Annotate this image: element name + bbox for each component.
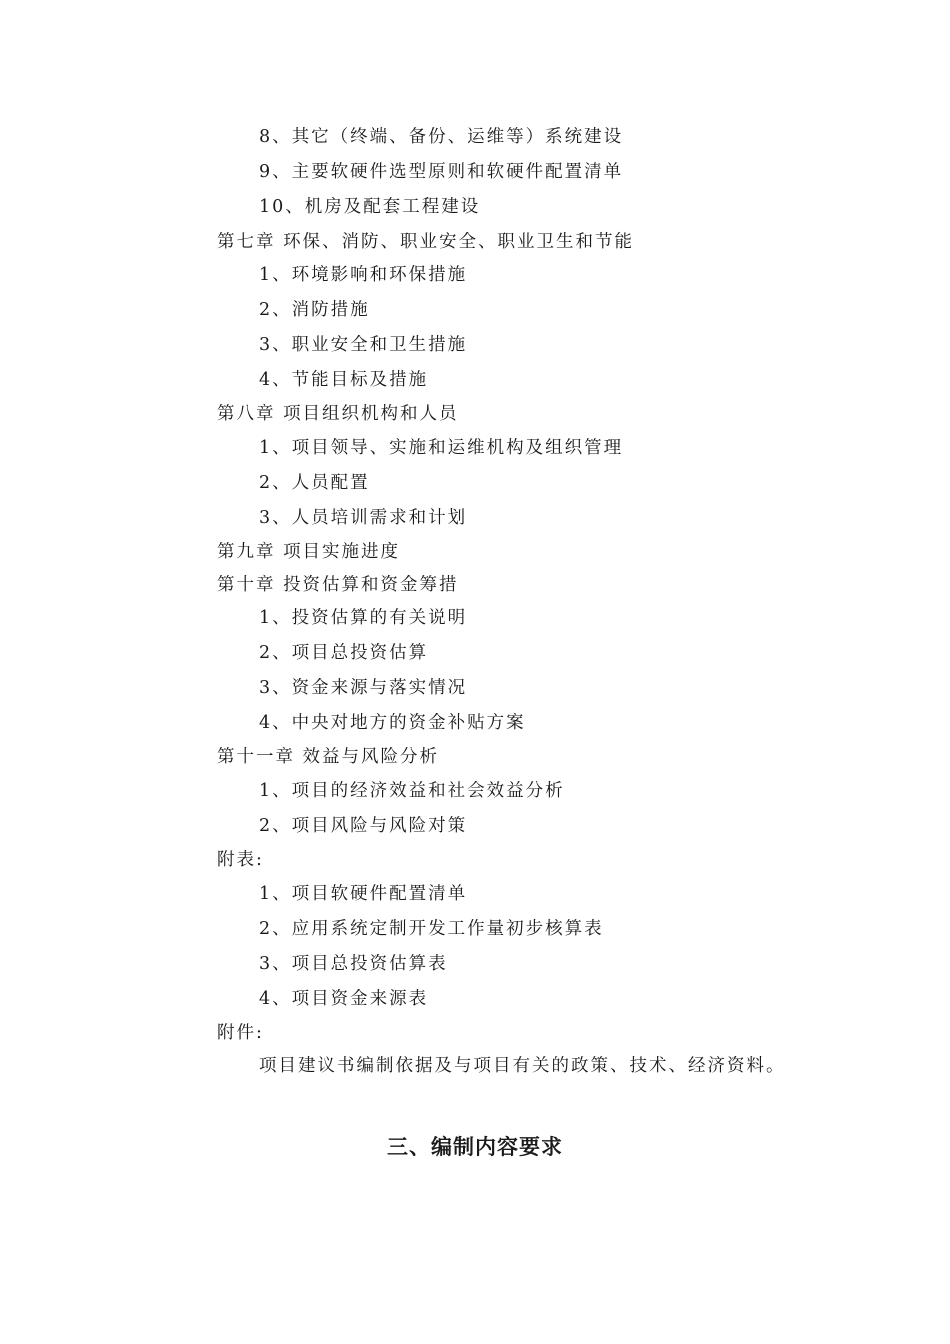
- toc-item: 1、环境影响和环保措施: [259, 265, 468, 285]
- toc-item: 9、主要软硬件选型原则和软硬件配置清单: [259, 162, 624, 182]
- toc-item: 4、项目资金来源表: [259, 989, 429, 1009]
- toc-item: 8、其它（终端、备份、运维等）系统建设: [259, 127, 624, 147]
- toc-item: 3、资金来源与落实情况: [259, 678, 468, 698]
- attachments-heading: 附件:: [217, 1023, 264, 1043]
- chapter-heading: 第九章 项目实施进度: [217, 542, 401, 562]
- toc-item: 项目建议书编制依据及与项目有关的政策、技术、经济资料。: [259, 1056, 786, 1076]
- chapter-heading: 第十一章 效益与风险分析: [217, 747, 440, 767]
- toc-item: 3、职业安全和卫生措施: [259, 335, 468, 355]
- toc-item: 10、机房及配套工程建设: [259, 197, 481, 217]
- toc-item: 4、节能目标及措施: [259, 370, 429, 390]
- chapter-heading: 第七章 环保、消防、职业安全、职业卫生和节能: [217, 232, 635, 252]
- appendix-tables-heading: 附表:: [217, 850, 264, 870]
- toc-item: 1、投资估算的有关说明: [259, 608, 468, 628]
- toc-item: 1、项目软硬件配置清单: [259, 884, 468, 904]
- toc-item: 2、应用系统定制开发工作量初步核算表: [259, 919, 604, 939]
- toc-item: 2、消防措施: [259, 300, 370, 320]
- toc-item: 2、项目风险与风险对策: [259, 816, 468, 836]
- chapter-heading: 第十章 投资估算和资金筹措: [217, 575, 459, 595]
- toc-item: 1、项目的经济效益和社会效益分析: [259, 781, 565, 801]
- chapter-heading: 第八章 项目组织机构和人员: [217, 404, 459, 424]
- toc-item: 2、项目总投资估算: [259, 643, 429, 663]
- toc-item: 2、人员配置: [259, 473, 370, 493]
- toc-item: 1、项目领导、实施和运维机构及组织管理: [259, 438, 624, 458]
- toc-item: 3、项目总投资估算表: [259, 954, 448, 974]
- toc-item: 4、中央对地方的资金补贴方案: [259, 713, 526, 733]
- toc-item: 3、人员培训需求和计划: [259, 508, 468, 528]
- section-title: 三、编制内容要求: [387, 1135, 563, 1159]
